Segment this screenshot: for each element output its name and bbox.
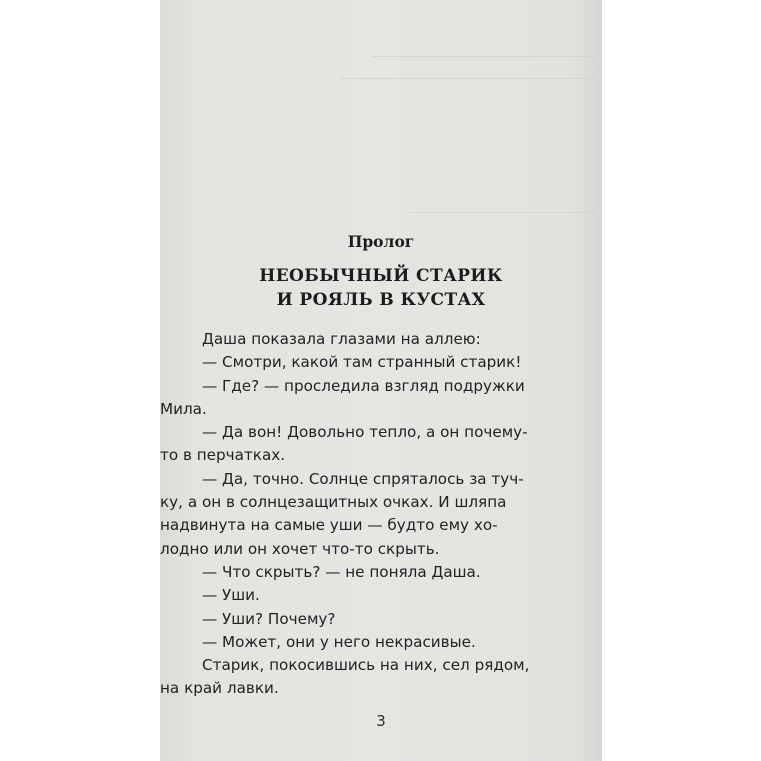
text-line: — Да, точно. Солнце спряталось за туч- bbox=[202, 469, 524, 488]
text-line: Мила. bbox=[160, 399, 207, 418]
text-line: — Может, они у него некрасивые. bbox=[202, 632, 476, 651]
chapter-title bbox=[160, 264, 602, 312]
chapter-title-line-2: И РОЯЛЬ В КУСТАХ bbox=[276, 290, 486, 310]
text-line: Даша показала глазами на аллею: bbox=[202, 330, 481, 348]
text-line: — Уши? Почему? bbox=[202, 609, 336, 628]
page-number: 3 bbox=[376, 712, 386, 730]
text-line: — Да вон! Довольно тепло, а он почему- bbox=[202, 423, 528, 442]
prologue-label: Пролог bbox=[347, 232, 415, 251]
text-line: — Что скрыть? — не поняла Даша. bbox=[202, 562, 481, 581]
text-line: — Где? — проследила взгляд подружки bbox=[202, 376, 525, 395]
text-line: лодно или он хочет что-то скрыть. bbox=[160, 539, 440, 558]
page-content bbox=[160, 0, 602, 761]
text-line: Старик, покосившись на них, сел рядом, bbox=[202, 656, 530, 675]
book-page bbox=[160, 0, 602, 761]
text-line: — Смотри, какой там странный старик! bbox=[202, 353, 522, 372]
chapter-title-line-1: НЕОБЫЧНЫЙ СТАРИК bbox=[259, 266, 503, 286]
text-line: то в перчатках. bbox=[160, 446, 286, 465]
body-text bbox=[160, 328, 580, 701]
text-line: надвинута на самые уши — будто ему хо- bbox=[160, 516, 498, 535]
text-line: ку, а он в солнцезащитных очках. И шляпа bbox=[160, 493, 507, 512]
text-line: — Уши. bbox=[202, 586, 260, 605]
text-line: на край лавки. bbox=[160, 679, 279, 698]
